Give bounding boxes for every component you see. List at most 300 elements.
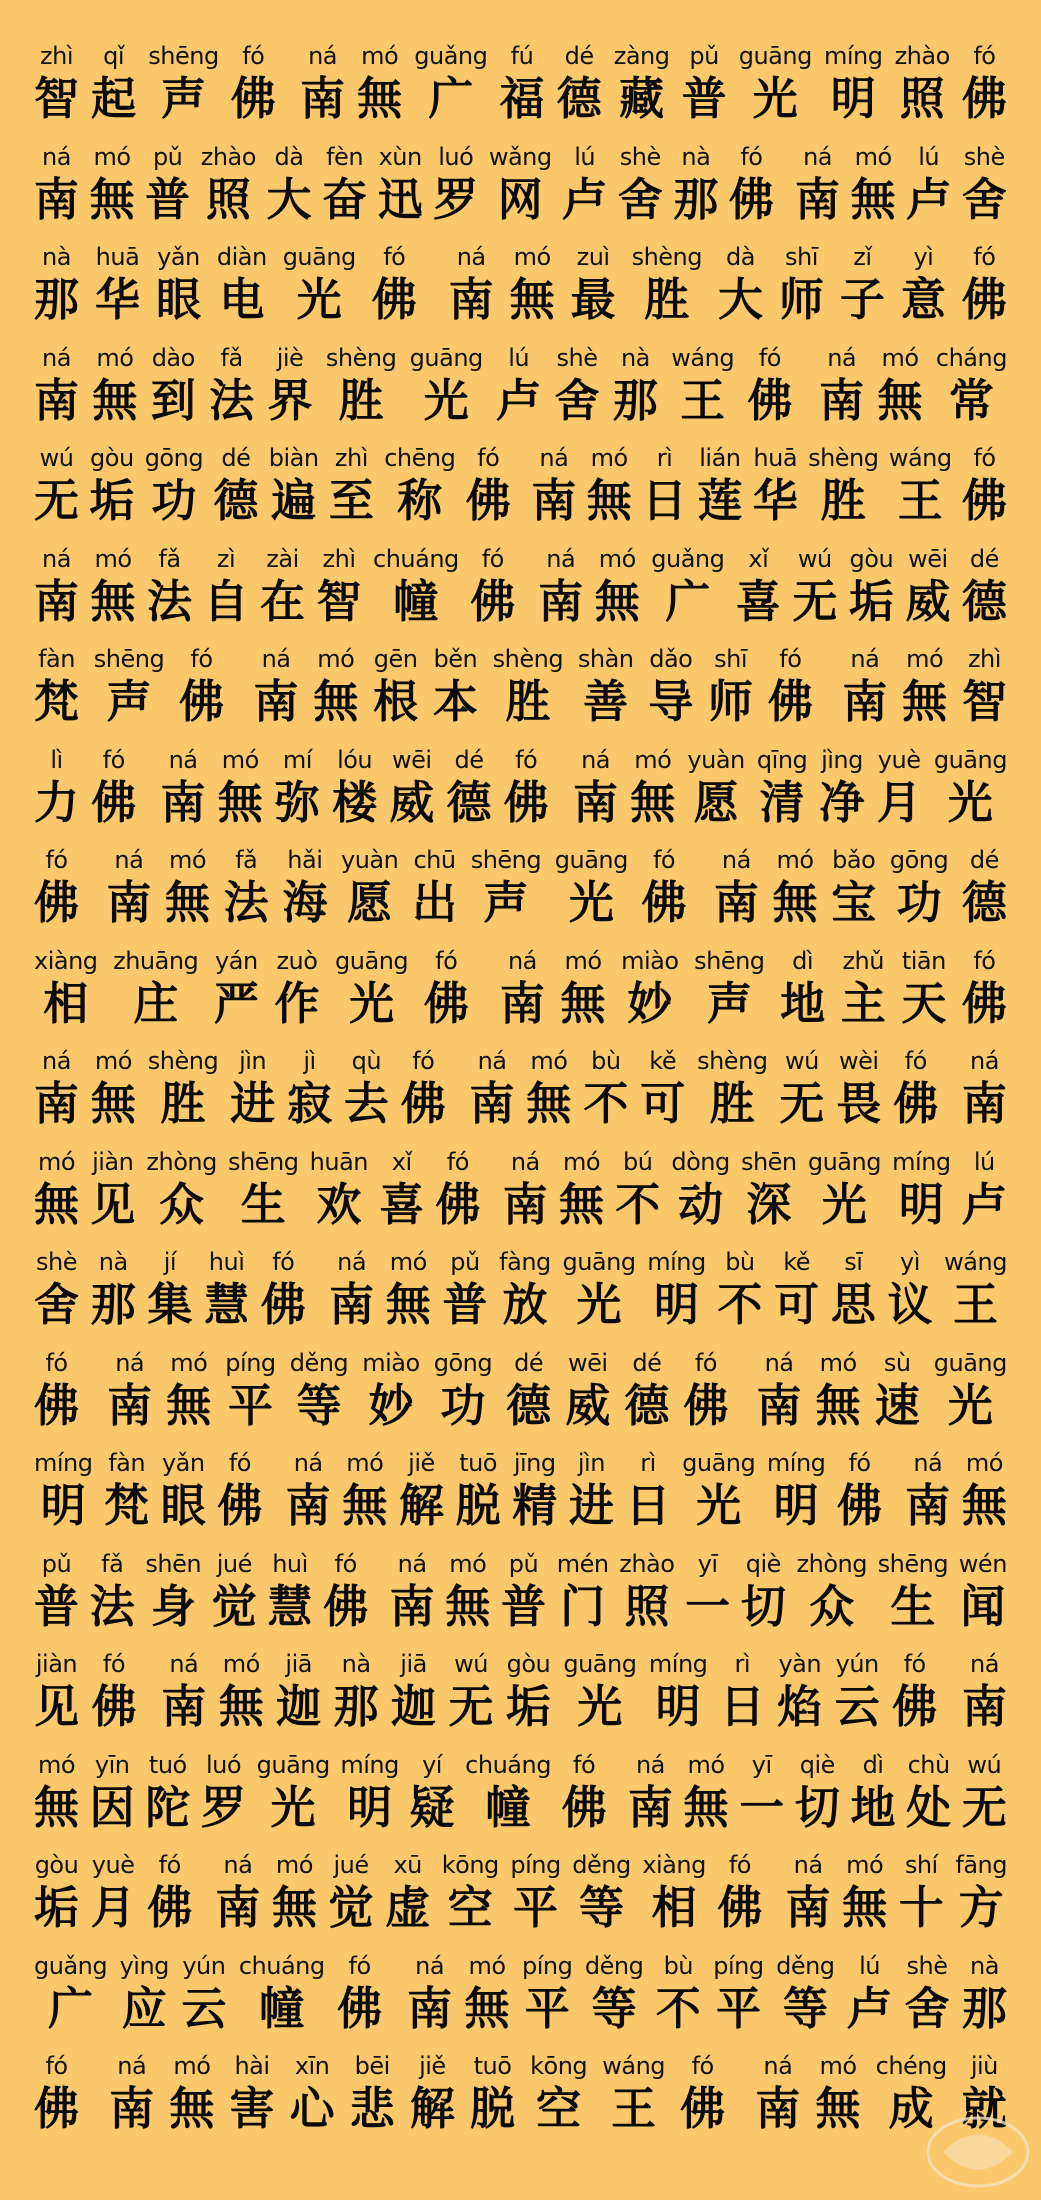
hanzi: 普 xyxy=(501,1579,547,1633)
character-with-pinyin xyxy=(286,1449,331,1535)
character-with-pinyin xyxy=(260,545,305,631)
pinyin: fèn xyxy=(326,142,364,171)
pinyin: wáng xyxy=(888,444,952,472)
pinyin: fó xyxy=(348,1951,371,1980)
pinyin: tiān xyxy=(901,946,946,975)
character-with-pinyin xyxy=(890,846,948,932)
pinyin: shèng xyxy=(631,243,703,271)
hanzi: 方 xyxy=(958,1881,1004,1934)
hanzi: 舍 xyxy=(617,172,663,226)
character-with-pinyin xyxy=(962,1751,1007,1837)
hanzi: 無 xyxy=(815,2082,861,2135)
character-with-pinyin xyxy=(442,1851,499,1937)
character-with-pinyin xyxy=(955,1851,1007,1937)
pinyin: ná xyxy=(308,42,337,70)
pinyin: děng xyxy=(289,1348,349,1377)
hanzi: 电 xyxy=(219,273,265,326)
hanzi: 精 xyxy=(512,1479,558,1532)
hanzi: 光 xyxy=(947,1378,993,1432)
hanzi: 照 xyxy=(899,72,945,125)
hanzi: 根 xyxy=(373,675,419,728)
character-with-pinyin xyxy=(433,645,478,731)
hanzi: 卢 xyxy=(961,1177,1007,1231)
character-with-pinyin xyxy=(563,1650,636,1736)
hanzi: 智 xyxy=(34,72,80,125)
character-with-pinyin xyxy=(94,645,164,731)
character-with-pinyin xyxy=(391,1650,436,1736)
hanzi: 去 xyxy=(343,1077,389,1130)
character-with-pinyin xyxy=(91,1650,136,1736)
hanzi: 天 xyxy=(901,976,947,1030)
pinyin: shēng xyxy=(877,1549,949,1578)
character-with-pinyin xyxy=(962,545,1007,631)
character-with-pinyin xyxy=(892,1148,951,1234)
pinyin: fǎ xyxy=(235,846,258,874)
hanzi: 照 xyxy=(205,172,251,226)
pinyin: ná xyxy=(721,846,751,874)
pinyin: ná xyxy=(510,1147,540,1176)
character-with-pinyin xyxy=(573,746,618,832)
hanzi: 月 xyxy=(90,1881,136,1934)
character-with-pinyin xyxy=(145,444,203,530)
hanzi: 威 xyxy=(905,574,951,628)
pinyin: huā xyxy=(753,444,798,472)
hanzi: 南 xyxy=(961,1680,1007,1733)
character-with-pinyin xyxy=(697,1047,767,1133)
hanzi: 那 xyxy=(34,273,80,326)
character-with-pinyin xyxy=(630,746,675,832)
character-with-pinyin xyxy=(510,1851,560,1937)
hanzi: 無 xyxy=(772,876,818,929)
pinyin: jiě xyxy=(408,1449,435,1477)
hanzi: 無 xyxy=(877,373,923,427)
pinyin: yǎn xyxy=(161,1449,205,1477)
pinyin: zuò xyxy=(276,946,318,975)
character-with-pinyin xyxy=(602,2052,665,2138)
character-with-pinyin xyxy=(901,947,946,1033)
hanzi: 舍 xyxy=(554,373,600,427)
pinyin: huì xyxy=(272,1549,308,1578)
character-with-pinyin xyxy=(934,746,1007,832)
character-with-pinyin xyxy=(34,746,79,832)
character-with-pinyin xyxy=(500,42,545,128)
pinyin: tuó xyxy=(148,1750,187,1779)
character-with-pinyin xyxy=(34,846,79,932)
pinyin: mó xyxy=(906,645,944,673)
hanzi: 佛 xyxy=(561,1780,607,1834)
character-with-pinyin xyxy=(92,344,137,430)
pinyin: yì xyxy=(900,1248,920,1276)
character-with-pinyin xyxy=(470,545,515,631)
character-with-pinyin xyxy=(618,143,663,229)
hanzi: 卢 xyxy=(562,172,608,226)
character-with-pinyin xyxy=(587,444,632,530)
character-with-pinyin xyxy=(626,1449,671,1535)
hanzi: 王 xyxy=(611,2082,657,2135)
hanzi: 速 xyxy=(874,1378,920,1432)
hanzi: 害 xyxy=(229,2082,275,2135)
text-line xyxy=(34,1851,1007,1937)
character-with-pinyin xyxy=(831,1248,876,1334)
character-with-pinyin xyxy=(628,1751,673,1837)
pinyin: bēi xyxy=(354,2052,390,2080)
hanzi: 垢 xyxy=(505,1680,551,1733)
pinyin: jīng xyxy=(513,1449,556,1477)
pinyin: fó xyxy=(435,946,458,975)
character-with-pinyin xyxy=(342,1449,387,1535)
hanzi: 無 xyxy=(902,675,948,728)
pinyin: mó xyxy=(564,946,602,975)
hanzi: 严 xyxy=(213,976,259,1030)
character-with-pinyin xyxy=(90,1550,135,1636)
pinyin: dé xyxy=(454,745,484,774)
character-with-pinyin xyxy=(504,746,549,832)
pinyin: mó xyxy=(96,343,134,372)
pinyin: wáng xyxy=(944,1248,1007,1276)
character-with-pinyin xyxy=(836,1047,881,1133)
pinyin: ná xyxy=(913,1449,943,1477)
character-with-pinyin xyxy=(91,545,136,631)
hanzi: 光 xyxy=(696,1479,742,1532)
character-with-pinyin xyxy=(779,243,824,329)
pinyin: sī xyxy=(844,1248,863,1276)
hanzi: 光 xyxy=(349,976,395,1030)
character-with-pinyin xyxy=(407,1952,452,2038)
pinyin: lóu xyxy=(337,745,373,774)
hanzi: 佛 xyxy=(717,1881,763,1934)
character-with-pinyin xyxy=(776,1952,834,2038)
character-with-pinyin xyxy=(147,545,192,631)
character-with-pinyin xyxy=(283,243,356,329)
hanzi: 無 xyxy=(169,2082,215,2135)
character-with-pinyin xyxy=(204,1248,249,1334)
pinyin: mó xyxy=(317,645,355,673)
character-with-pinyin xyxy=(322,143,367,229)
character-with-pinyin xyxy=(694,947,764,1033)
hanzi: 佛 xyxy=(892,1680,938,1733)
pinyin: guāng xyxy=(256,1750,330,1779)
hanzi: 南 xyxy=(713,876,759,929)
hanzi: 南 xyxy=(531,474,577,527)
character-with-pinyin xyxy=(840,243,885,329)
hanzi: 眼 xyxy=(160,1479,206,1532)
hanzi: 佛 xyxy=(34,876,80,929)
hanzi: 界 xyxy=(267,373,313,427)
hanzi: 因 xyxy=(89,1780,135,1834)
hanzi: 福 xyxy=(499,72,545,125)
pinyin: chēng xyxy=(384,444,456,472)
hanzi: 焰 xyxy=(777,1680,823,1733)
pinyin: shī xyxy=(714,645,747,673)
pinyin: míng xyxy=(647,1248,706,1276)
text-line xyxy=(34,344,1007,430)
hanzi: 無 xyxy=(217,775,263,829)
hanzi: 净 xyxy=(819,775,865,829)
character-with-pinyin xyxy=(905,1449,950,1535)
hanzi: 喜 xyxy=(735,574,781,628)
hanzi: 光 xyxy=(577,1680,623,1733)
text-line xyxy=(34,444,1007,530)
character-with-pinyin xyxy=(512,1449,557,1535)
hanzi: 功 xyxy=(440,1378,486,1432)
character-with-pinyin xyxy=(34,947,98,1033)
hanzi: 声 xyxy=(706,976,752,1030)
hanzi: 平 xyxy=(524,1981,570,2035)
pinyin: yún xyxy=(182,1951,226,1980)
hanzi: 清 xyxy=(759,775,805,829)
pinyin: fó xyxy=(573,1750,596,1779)
character-with-pinyin xyxy=(901,243,946,329)
pinyin: fó xyxy=(691,2052,714,2080)
hanzi: 地 xyxy=(780,976,826,1030)
hanzi: 南 xyxy=(300,72,346,125)
character-with-pinyin xyxy=(562,1751,607,1837)
pinyin: mó xyxy=(634,745,672,774)
pinyin: kě xyxy=(783,1248,810,1276)
hanzi: 日 xyxy=(625,1479,671,1532)
pinyin: fó xyxy=(973,243,996,271)
character-with-pinyin xyxy=(717,1851,762,1937)
character-with-pinyin xyxy=(531,444,576,530)
hanzi: 师 xyxy=(778,273,824,326)
character-with-pinyin xyxy=(595,545,640,631)
pinyin: chuáng xyxy=(465,1750,551,1779)
character-with-pinyin xyxy=(684,1751,729,1837)
hanzi: 王 xyxy=(680,373,726,427)
pinyin: diàn xyxy=(216,243,267,271)
character-with-pinyin xyxy=(272,1851,317,1937)
hanzi: 师 xyxy=(708,675,754,728)
hanzi: 那 xyxy=(333,1680,379,1733)
character-with-pinyin xyxy=(267,143,312,229)
character-with-pinyin xyxy=(410,1751,455,1837)
hanzi: 無 xyxy=(558,1177,604,1231)
text-line xyxy=(34,947,1007,1033)
pinyin: zhào xyxy=(619,1549,675,1578)
character-with-pinyin xyxy=(329,444,374,530)
pinyin: zhòng xyxy=(146,1147,217,1176)
hanzi: 南 xyxy=(785,1881,831,1934)
character-with-pinyin xyxy=(337,1952,382,2038)
hanzi: 生 xyxy=(240,1177,286,1231)
hanzi: 虚 xyxy=(385,1881,431,1934)
character-with-pinyin xyxy=(501,1550,546,1636)
pinyin: fó xyxy=(102,745,125,774)
character-with-pinyin xyxy=(254,645,299,731)
pinyin: shèng xyxy=(325,343,397,372)
character-with-pinyin xyxy=(889,444,952,530)
pinyin: fó xyxy=(779,645,802,673)
pinyin: huān xyxy=(309,1147,368,1176)
pinyin: gōng xyxy=(144,444,204,472)
pinyin: fó xyxy=(973,42,996,70)
character-with-pinyin xyxy=(268,344,313,430)
pinyin: fó xyxy=(740,142,763,171)
pinyin: pǔ xyxy=(450,1248,480,1276)
pinyin: ná xyxy=(850,645,880,673)
character-with-pinyin xyxy=(229,2052,274,2138)
pinyin: ná xyxy=(337,1248,367,1276)
hanzi: 自 xyxy=(203,574,249,628)
character-with-pinyin xyxy=(147,1248,192,1334)
pinyin: xùn xyxy=(378,142,422,171)
text-line xyxy=(34,1550,1007,1636)
character-with-pinyin xyxy=(795,143,840,229)
pinyin: zhòng xyxy=(796,1549,867,1578)
hanzi: 海 xyxy=(282,876,328,929)
hanzi: 佛 xyxy=(680,2082,726,2135)
character-with-pinyin xyxy=(91,1047,136,1133)
hanzi: 佛 xyxy=(217,1479,263,1532)
hanzi: 佛 xyxy=(337,1981,383,2035)
hanzi: 一 xyxy=(739,1780,785,1834)
pinyin: shè xyxy=(36,1248,77,1276)
pinyin: míng xyxy=(823,42,883,70)
hanzi: 法 xyxy=(209,373,255,427)
character-with-pinyin xyxy=(510,243,555,329)
hanzi: 月 xyxy=(876,775,922,829)
hanzi: 胜 xyxy=(160,1077,206,1130)
pinyin: fó xyxy=(903,1650,926,1678)
character-with-pinyin xyxy=(747,344,792,430)
pinyin: fó xyxy=(446,1147,469,1176)
character-with-pinyin xyxy=(34,1148,79,1234)
hanzi: 南 xyxy=(389,1579,435,1633)
pinyin: xiàng xyxy=(34,946,98,975)
hanzi: 导 xyxy=(648,675,694,728)
character-with-pinyin xyxy=(583,1047,628,1133)
hanzi: 胜 xyxy=(505,675,551,728)
character-with-pinyin xyxy=(887,1248,932,1334)
pinyin: hài xyxy=(234,2052,270,2080)
hanzi: 王 xyxy=(953,1278,999,1331)
hanzi: 智 xyxy=(961,675,1007,728)
hanzi: 光 xyxy=(270,1780,316,1834)
pinyin: qù xyxy=(351,1047,382,1075)
character-with-pinyin xyxy=(613,344,658,430)
hanzi: 佛 xyxy=(423,976,469,1030)
character-with-pinyin xyxy=(329,1248,374,1334)
hanzi: 無 xyxy=(815,1378,861,1432)
text-line xyxy=(34,1248,1007,1334)
hanzi: 無 xyxy=(509,273,555,326)
character-with-pinyin xyxy=(841,947,886,1033)
pinyin: wēi xyxy=(392,745,432,774)
character-with-pinyin xyxy=(109,2052,154,2138)
character-with-pinyin xyxy=(201,1751,246,1837)
character-with-pinyin xyxy=(329,1851,374,1937)
pinyin: pǔ xyxy=(689,42,719,70)
character-with-pinyin xyxy=(373,645,418,731)
character-with-pinyin xyxy=(651,545,724,631)
hanzi: 十 xyxy=(898,1881,944,1934)
hanzi: 佛 xyxy=(961,474,1007,527)
pinyin: jiàn xyxy=(35,1650,78,1678)
pinyin: ná xyxy=(581,745,610,774)
character-with-pinyin xyxy=(877,746,922,832)
pinyin: ná xyxy=(169,1650,199,1678)
hanzi: 德 xyxy=(213,474,259,527)
pinyin: gòu xyxy=(849,544,894,573)
hanzi: 无 xyxy=(792,574,838,628)
hanzi: 佛 xyxy=(641,876,687,929)
character-with-pinyin xyxy=(257,1751,330,1837)
pinyin: fàng xyxy=(499,1248,551,1276)
pinyin: shēn xyxy=(740,1147,797,1176)
hanzi: 众 xyxy=(159,1177,205,1231)
pinyin: wú xyxy=(784,1047,819,1075)
pinyin: rì xyxy=(656,444,673,472)
pinyin: míng xyxy=(766,1449,826,1477)
pinyin: yàn xyxy=(778,1650,822,1678)
pinyin: nà xyxy=(620,343,650,372)
character-with-pinyin xyxy=(780,947,825,1033)
hanzi: 普 xyxy=(681,72,727,125)
pinyin: fó xyxy=(973,946,996,975)
character-with-pinyin xyxy=(755,2052,800,2138)
character-with-pinyin xyxy=(410,2052,455,2138)
hanzi: 德 xyxy=(961,876,1007,929)
pinyin: mó xyxy=(819,2052,857,2080)
hanzi: 解 xyxy=(409,2082,455,2135)
character-with-pinyin xyxy=(204,545,249,631)
character-with-pinyin xyxy=(410,344,483,430)
hanzi: 大 xyxy=(717,273,763,326)
pinyin: jué xyxy=(216,1549,252,1578)
hanzi: 佛 xyxy=(435,1177,481,1231)
hanzi: 佛 xyxy=(371,273,417,326)
pinyin: zàng xyxy=(613,42,670,70)
hanzi: 无 xyxy=(961,1780,1007,1834)
hanzi: 光 xyxy=(821,1177,867,1231)
pinyin: mó xyxy=(965,1449,1003,1477)
pinyin: ná xyxy=(117,2052,147,2080)
character-with-pinyin xyxy=(962,1650,1007,1736)
pinyin: dǎo xyxy=(649,645,693,673)
pinyin: ná xyxy=(477,1047,507,1075)
hanzi: 佛 xyxy=(260,1278,306,1331)
character-with-pinyin xyxy=(959,1550,1007,1636)
hanzi: 妙 xyxy=(627,976,673,1030)
pinyin: wú xyxy=(797,544,832,573)
pinyin: yī xyxy=(697,1549,718,1578)
character-with-pinyin xyxy=(90,143,135,229)
character-with-pinyin xyxy=(624,1349,669,1435)
character-with-pinyin xyxy=(944,1248,1007,1334)
text-line xyxy=(34,545,1007,631)
character-with-pinyin xyxy=(106,846,151,932)
character-with-pinyin xyxy=(456,1449,501,1535)
hanzi: 南 xyxy=(161,1680,207,1733)
pinyin: píng xyxy=(713,1951,764,1980)
hanzi: 切 xyxy=(740,1579,786,1633)
character-with-pinyin xyxy=(569,1449,614,1535)
pinyin: jiě xyxy=(419,2052,446,2080)
hanzi: 無 xyxy=(445,1579,491,1633)
hanzi: 空 xyxy=(536,2082,582,2135)
hanzi: 南 xyxy=(627,1780,673,1834)
hanzi: 妙 xyxy=(368,1378,414,1432)
character-with-pinyin xyxy=(506,1650,551,1736)
hanzi: 疑 xyxy=(409,1780,455,1834)
pinyin: mó xyxy=(468,1951,506,1980)
character-with-pinyin xyxy=(906,1751,951,1837)
pinyin: zì xyxy=(216,544,236,573)
character-with-pinyin xyxy=(656,1952,701,2038)
pinyin: guāng xyxy=(562,1248,636,1276)
pinyin: ná xyxy=(42,142,71,171)
pinyin: jìn xyxy=(239,1047,267,1075)
